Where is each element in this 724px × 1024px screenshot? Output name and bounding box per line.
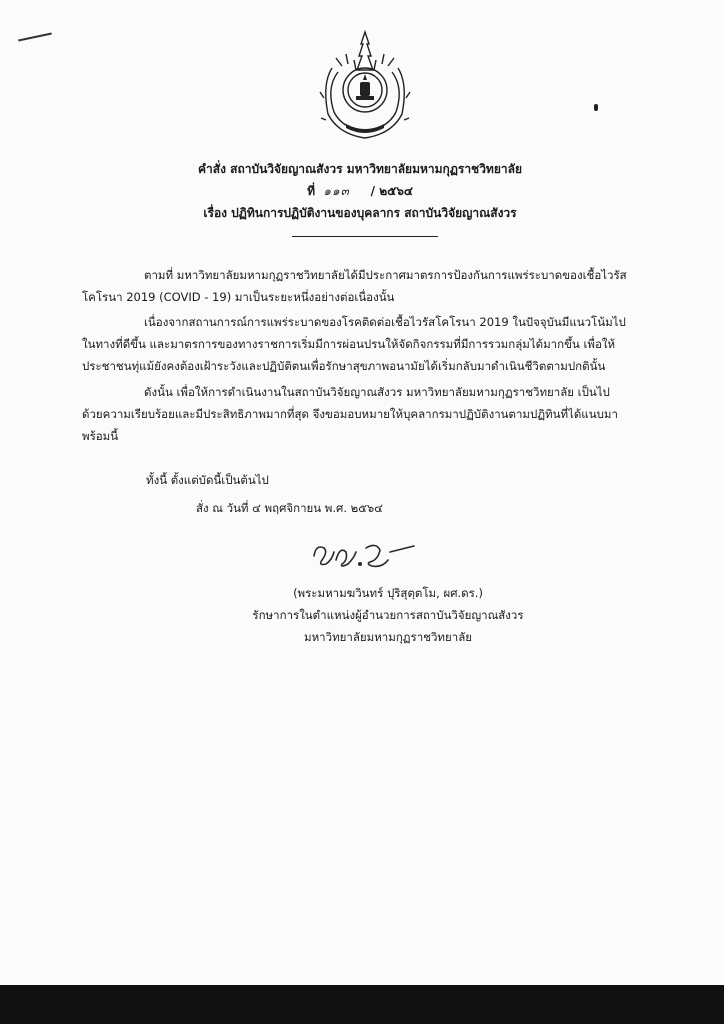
order-title: คำสั่ง สถาบันวิจัยญาณสังวร มหาวิทยาลัยมหามกุฏราชวิทยาลัย: [198, 162, 522, 176]
paragraph-line: ในทางที่ดีขึ้น และมาตรการของทางราชการเริ่มมีการผ่อนปรนให้จัดกิจกรรมที่มีการรวมกลุ่มได้มากขึ้น เพื่อให้: [82, 337, 616, 351]
scan-speck: [594, 104, 598, 111]
paragraph-line: เนื่องจากสถานการณ์การแพร่ระบาดของโรคติดต่อเชื้อไวรัสโคโรนา 2019 ในปัจจุบันมีแนวโน้มไป: [144, 315, 626, 329]
effective-clause: ทั้งนี้ ตั้งแต่บัดนี้เป็นต้นไป: [146, 473, 269, 487]
paragraph-line: ด้วยความเรียบร้อยและมีประสิทธิภาพมากที่สุด จึงขอมอบหมายให้บุคลากรมาปฏิบัติงานตามปฏิทินที่ได้แนบมา: [82, 407, 618, 421]
order-number-handwritten: ๑๑๓: [323, 184, 350, 198]
signatory-organization: มหาวิทยาลัยมหามกุฏราชวิทยาลัย: [304, 630, 472, 644]
paragraph-line: ตามที่ มหาวิทยาลัยมหามกุฏราชวิทยาลัยได้มีประกาศมาตรการป้องกันการแพร่ระบาดของเชื้อไวรัส: [144, 268, 627, 282]
signatory-name: (พระมหามฆวินทร์ ปุริสุตฺตโม, ผศ.ดร.): [293, 586, 483, 600]
issue-date: สั่ง ณ วันที่ ๔ พฤศจิกายน พ.ศ. ๒๕๖๔: [196, 501, 383, 515]
signatory-position: รักษาการในตำแหน่งผู้อำนวยการสถาบันวิจัยญาณสังวร: [252, 608, 524, 622]
scan-mark: [18, 32, 52, 41]
paragraph-line: พร้อมนี้: [82, 429, 119, 443]
paragraph-directive: [82, 381, 642, 447]
scan-edge: [0, 985, 724, 1024]
order-number-prefix: ที่: [307, 184, 315, 198]
paragraph-background: [82, 264, 642, 308]
header-divider: [292, 236, 438, 237]
order-subject: เรื่อง ปฏิทินการปฏิบัติงานของบุคลากร สถาบันวิจัยญาณสังวร: [203, 206, 517, 220]
order-number-suffix: / ๒๕๖๔: [370, 184, 413, 198]
paragraph-line: ประชาชนทุ่แม้ยังคงต้องเฝ้าระวังและปฏิบัติตนเพื่อรักษาสุขภาพอนามัยได้เริ่มกลับมาดำเนินชีวิตตามปกตินั้น: [82, 359, 606, 373]
order-number: [140, 182, 580, 201]
paragraph-line: โคโรนา 2019 (COVID - 19) มาเป็นระยะหนึ่งอย่างต่อเนื่องนั้น: [82, 290, 395, 304]
handwritten-signature: [306, 538, 418, 574]
university-seal-icon: [318, 28, 412, 146]
paragraph-situation: [82, 311, 642, 377]
paragraph-line: ดังนั้น เพื่อให้การดำเนินงานในสถาบันวิจัยญาณสังวร มหาวิทยาลัยมหามกุฏราชวิทยาลัย เป็นไป: [144, 385, 610, 399]
